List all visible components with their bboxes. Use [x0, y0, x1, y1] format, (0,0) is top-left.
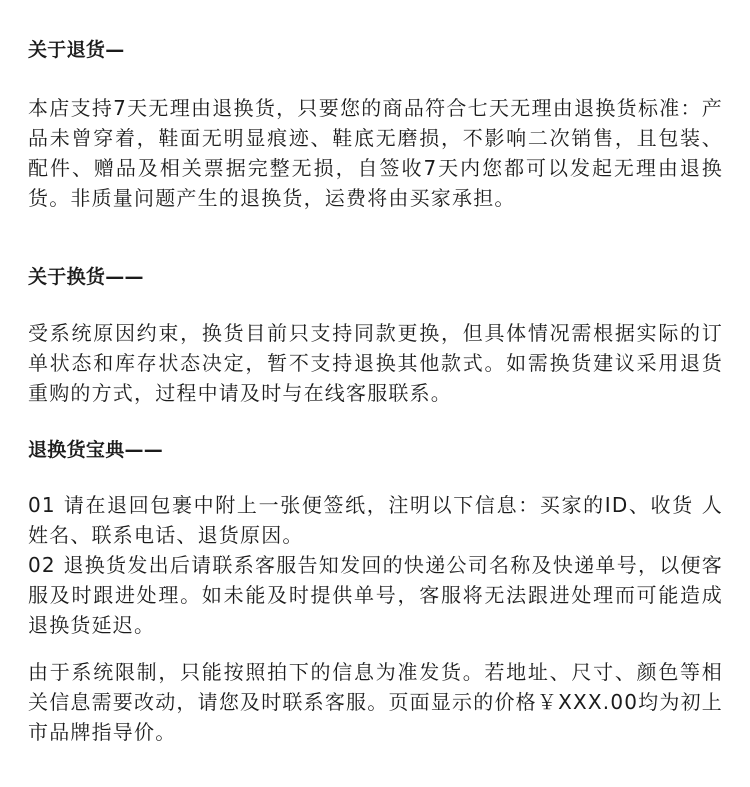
exchange-body: 受系统原因约束，换货目前只支持同款更换，但具体情况需根据实际的订单状态和库存状态决定，暂不支持退换其他款式。如需换货建议采用退货重购的方式，过程中请及时与在线客服联系。 [28, 321, 723, 405]
guide-heading: 退换货宝典—— [28, 439, 164, 461]
guide-step-1: 01 请在退回包裹中附上一张便签纸，注明以下信息：买家的ID、收货 人姓名、联系电话、退货原因。 [28, 493, 723, 547]
returns-body: 本店支持7天无理由退换货，只要您的商品符合七天无理由退换货标准：产品未曾穿着，鞋面无明显痕迹、鞋底无磨损，不影响二次销售，且包装、配件、赠品及相关票据完整无损，自签收7天内您都可以发起无理由退换货。非质量问题产生的退换货，运费将由买家承担。 [28, 96, 723, 210]
returns-heading: 关于退货— [28, 39, 125, 61]
exchange-heading: 关于换货—— [28, 266, 144, 288]
shipping-notice: 由于系统限制，只能按照拍下的信息为准发货。若地址、尺寸、颜色等相关信息需要改动，请您及时联系客服。页面显示的价格￥XXX.00均为初上市品牌指导价。 [28, 660, 723, 744]
guide-step-2: 02 退换货发出后请联系客服告知发回的快递公司名称及快递单号，以便客服及时跟进处理。如未能及时提供单号，客服将无法跟进处理而可能造成退换货延迟。 [28, 553, 723, 637]
guide-steps [28, 490, 723, 640]
